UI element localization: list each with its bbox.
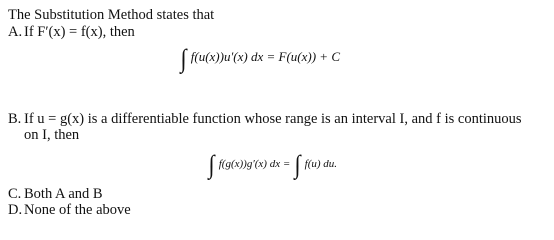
option-d-letter: D. — [8, 202, 23, 218]
integral-sign-icon: ∫ — [294, 150, 301, 179]
option-b — [8, 112, 522, 128]
option-c — [8, 187, 103, 203]
option-c-text: Both A and B — [24, 186, 103, 202]
option-b-formula-left: f(g(x))g′(x) dx = — [218, 158, 291, 170]
integral-sign-icon: ∫ — [180, 44, 187, 73]
option-a-letter: A. — [8, 24, 23, 40]
option-b-continuation: on I, then — [24, 127, 80, 143]
option-d — [8, 203, 131, 219]
option-a-text: If F′(x) = f(x), then — [24, 24, 135, 40]
option-b-formula-right: f(u) du. — [304, 158, 338, 170]
option-a-formula-text: f(u(x))u′(x) dx = F(u(x)) + C — [190, 49, 340, 64]
option-b-text: If u = g(x) is a differentiable function whose range is an interval I, and f is continuous — [24, 111, 522, 127]
option-d-text: None of the above — [24, 202, 131, 218]
question-stem: The Substitution Method states that — [8, 7, 215, 23]
integral-sign-icon: ∫ — [208, 150, 215, 179]
option-a-formula — [180, 46, 340, 72]
option-b-formula — [208, 152, 337, 178]
option-c-letter: C. — [8, 186, 22, 202]
option-a — [8, 25, 135, 41]
option-b-letter: B. — [8, 111, 22, 127]
